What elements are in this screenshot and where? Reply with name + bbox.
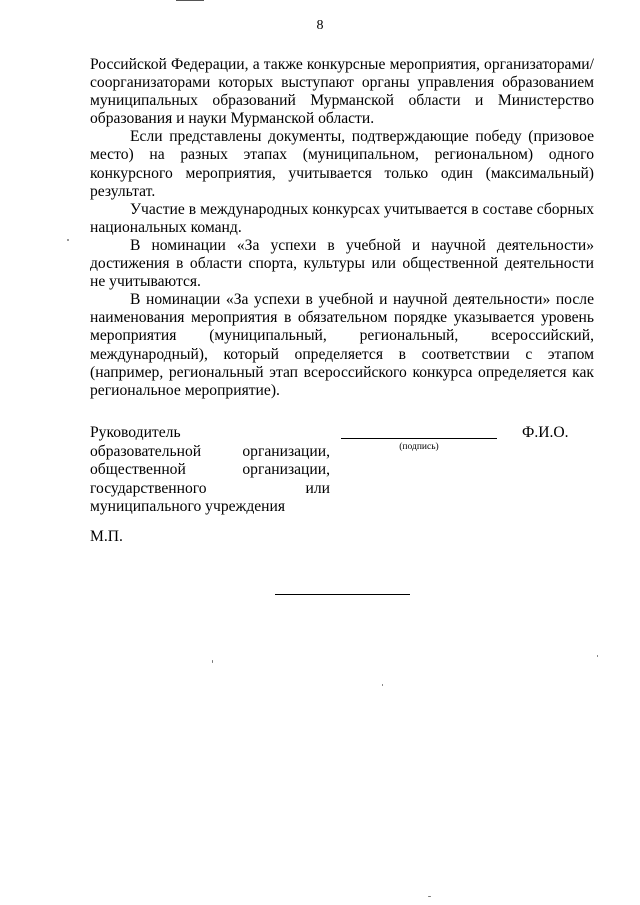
- scan-speck: [67, 239, 69, 241]
- paragraph-2: Если представлены документы, подтверждающие победу (призовое место) на разных этапах (муниципальном, региональном) одного конкурсного мероприятия, учитывается только один (максимальный) результат.: [90, 128, 594, 200]
- signatory-line-4: государственного или: [90, 479, 330, 497]
- signatory-position-block: [90, 424, 330, 517]
- paragraph-4: В номинации «За успехи в учебной и научной деятельности» достижения в области спорта, культуры или общественной деятельности не учитываются.: [90, 236, 594, 291]
- signature-caption: (подпись): [399, 442, 439, 452]
- signature-line: [341, 438, 497, 439]
- signatory-line-5: муниципального учреждения: [90, 498, 286, 515]
- scan-speck: [597, 655, 598, 657]
- paragraph-3: Участие в международных конкурсах учитывается в составе сборных национальных команд.: [90, 200, 594, 236]
- stamp-placeholder: М.П.: [90, 528, 123, 545]
- scan-speck: [212, 660, 213, 663]
- scan-speck: [428, 896, 431, 897]
- scan-speck: [382, 684, 383, 686]
- full-name-placeholder: Ф.И.О.: [522, 424, 569, 441]
- document-end-line: [275, 594, 410, 595]
- page-number: 8: [316, 18, 324, 33]
- page-top-edge-mark: [176, 0, 204, 1]
- paragraph-1: Российской Федерации, а также конкурсные мероприятия, организаторами/соорганизаторами которых выступают органы управления образованием муниципальных образований Мурманской области и Министерство образования и науки Мурманской области.: [90, 56, 594, 128]
- document-body: [90, 56, 594, 400]
- paragraph-5: В номинации «За успехи в учебной и научной деятельности» после наименования мероприятия в обязательном порядке указывается уровень мероприятия (муниципальный, региональный, всероссийский, международный), который определяется в соответствии с этапом (например, региональный этап всероссийского конкурса определяется как региональное мероприятие).: [90, 291, 594, 399]
- signatory-line-1: Руководитель: [90, 424, 181, 441]
- signatory-line-3: общественной организации,: [90, 461, 330, 478]
- signatory-line-2: образовательной организации,: [90, 442, 330, 460]
